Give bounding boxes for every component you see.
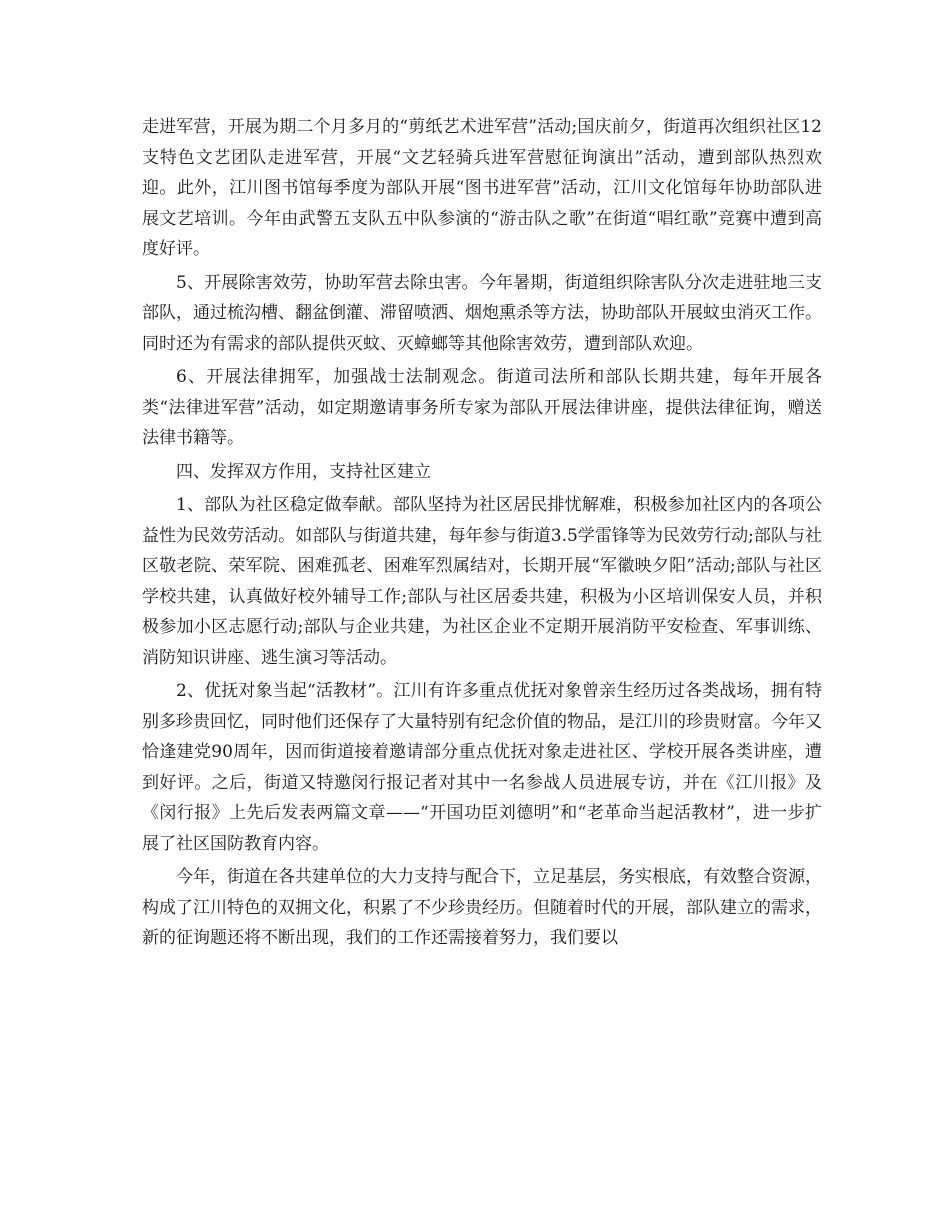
paragraph-continuation: 走进军营，开展为期二个月多月的“剪纸艺术进军营”活动;国庆前夕，街道再次组织社区12支特色文艺团队走进军营，开展“文艺轻骑兵进军营慰征询演出”活动，遭到部队热烈欢迎。此外，江川图书馆每季度为部队开展“图书进军营”活动，江川文化馆每年协助部队进展文艺培训。今年由武警五支队五中队参演的“游击队之歌”在街道“唱红歌”竞赛中遭到高度好评。: [142, 117, 822, 259]
document-body: [142, 112, 822, 954]
section-heading-4: 四、发挥双方作用，支持社区建立: [176, 461, 431, 482]
paragraph-item-5: 5、开展除害效劳，协助军营去除虫害。今年暑期，街道组织除害队分次走进驻地三支部队，通过梳沟槽、翻盆倒灌、滞留喷洒、烟炮熏杀等方法，协助部队开展蚊虫消灭工作。同时还为有需求的部队提供灭蚊、灭蟑螂等其他除害效劳，遭到部队欢迎。: [142, 272, 822, 354]
paragraph-summary: 今年，街道在各共建单位的大力支持与配合下，立足基层，务实根底，有效整合资源，构成了江川特色的双拥文化，积累了不少珍贵经历。但随着时代的开展，部队建立的需求，新的征询题还将不断出现，我们的工作还需接着努力，我们要以: [142, 867, 822, 948]
paragraph-item-1: 1、部队为社区稳定做奉献。部队坚持为社区居民排忧解难，积极参加社区内的各项公益性为民效劳活动。如部队与街道共建，每年参与街道3.5学雷锋等为民效劳行动;部队与社区敬老院、荣军院、困难孤老、困难军烈属结对，长期开展“军徽映夕阳”活动;部队与社区学校共建，认真做好校外辅导工作;部队与社区居委共建，积极为小区培训保安人员，并积极参加小区志愿行动;部队与企业共建，为社区企业不定期开展消防平安检查、军事训练、消防知识讲座、逃生演习等活动。: [142, 495, 822, 668]
paragraph-item-6: 6、开展法律拥军，加强战士法制观念。街道司法所和部队长期共建，每年开展各类“法律进军营”活动，如定期邀请事务所专家为部队开展法律讲座，提供法律征询，赠送法律书籍等。: [142, 367, 822, 448]
paragraph-item-2: 2、优抚对象当起“活教材”。江川有许多重点优抚对象曾亲生经历过各类战场，拥有特别多珍贵回忆，同时他们还保存了大量特别有纪念价值的物品，是江川的珍贵财富。今年又恰逢建党90周年，因而街道接着邀请部分重点优抚对象走进社区、学校开展各类讲座，遭到好评。之后，街道又特邀闵行报记者对其中一名参战人员进展专访，并在《江川报》及《闵行报》上先后发表两篇文章——“开国功臣刘德明”和“老革命当起活教材”，进一步扩展了社区国防教育内容。: [142, 681, 822, 854]
